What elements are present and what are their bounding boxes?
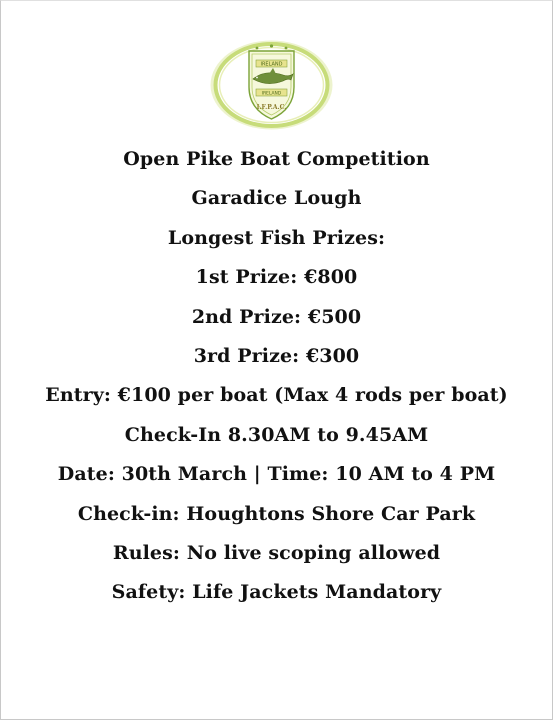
club-logo — [209, 39, 334, 131]
poster-venue: Garadice Lough — [191, 187, 362, 210]
second-prize: 2nd Prize: €500 — [191, 305, 362, 328]
first-prize: 1st Prize: €800 — [195, 266, 358, 289]
date-time: Date: 30th March | Time: 10 AM to 4 PM — [57, 463, 496, 486]
third-prize: 3rd Prize: €300 — [193, 344, 360, 367]
logo-acronym: I.F.P.A.C. — [256, 104, 287, 111]
safety: Safety: Life Jackets Mandatory — [111, 581, 442, 604]
check-in-location: Check-in: Houghtons Shore Car Park — [77, 502, 476, 525]
logo-banner-top: IRELAND — [260, 61, 283, 68]
prizes-heading: Longest Fish Prizes: — [167, 226, 386, 249]
entry-fee: Entry: €100 per boat (Max 4 rods per boat) — [45, 384, 508, 407]
rules: Rules: No live scoping allowed — [112, 541, 441, 564]
poster-title: Open Pike Boat Competition — [123, 148, 430, 170]
logo-banner-bottom: IRELAND — [261, 91, 282, 97]
poster-text-block — [1, 149, 552, 622]
check-in-time: Check-In 8.30AM to 9.45AM — [124, 423, 429, 446]
